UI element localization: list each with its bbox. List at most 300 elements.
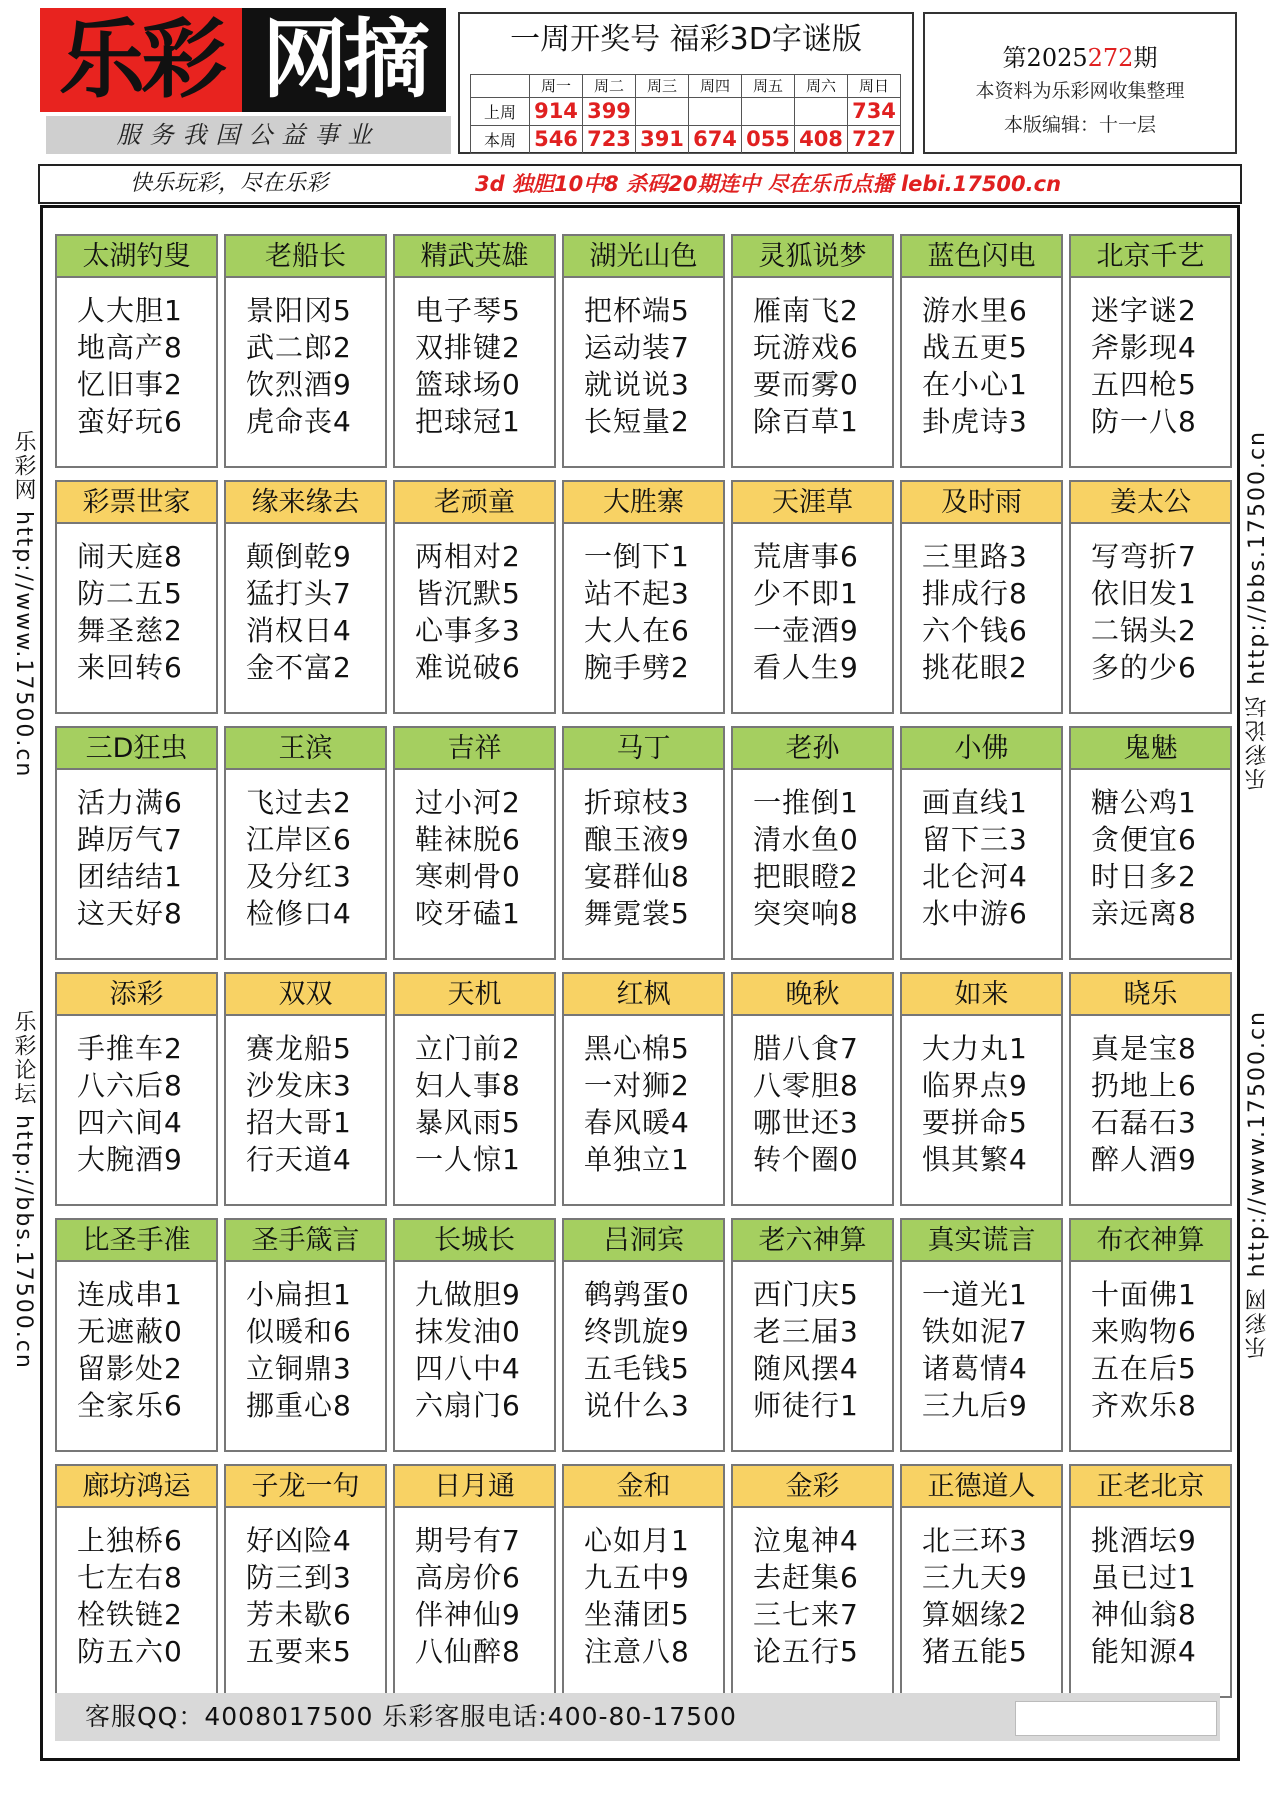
clue-line: 猪五能5	[922, 1635, 1028, 1668]
clue-line: 一道光1	[922, 1278, 1028, 1311]
weekday-header: 周六	[795, 75, 848, 98]
clue-list	[1071, 1508, 1230, 1670]
clue-list	[902, 1262, 1061, 1424]
this-week-number: 546	[530, 126, 583, 154]
weekday-header: 周四	[689, 75, 742, 98]
clue-line: 依旧发1	[1091, 577, 1197, 610]
clue-line: 防五六0	[77, 1635, 183, 1668]
clue-line: 猛打头7	[246, 577, 352, 610]
clue-list	[733, 524, 892, 686]
clue-line: 景阳冈5	[246, 294, 352, 327]
clue-list	[226, 1016, 385, 1178]
clue-line: 颠倒乾9	[246, 540, 352, 573]
clue-line: 挪重心8	[246, 1389, 352, 1422]
clue-card	[1069, 480, 1232, 714]
clue-line: 活力满6	[77, 786, 183, 819]
clue-line: 诸葛情4	[922, 1352, 1028, 1385]
clue-line: 连成串1	[77, 1278, 183, 1311]
source-note: 本资料为乐彩网收集整理	[975, 80, 1185, 102]
this-week-number: 391	[636, 126, 689, 154]
clue-line: 注意八8	[584, 1635, 690, 1668]
clue-line: 转个圈0	[753, 1143, 859, 1176]
issue-suffix: 期	[1133, 44, 1158, 72]
clue-card	[393, 480, 556, 714]
clue-line: 在小心1	[922, 368, 1028, 401]
card-title: 吉祥	[395, 728, 554, 770]
card-title: 老顽童	[395, 482, 554, 524]
clue-line: 四六间4	[77, 1106, 183, 1139]
clue-line: 沙发床3	[246, 1069, 352, 1102]
this-week-label: 本周	[471, 126, 530, 154]
clue-line: 人大胆1	[77, 294, 183, 327]
clue-line: 飞过去2	[246, 786, 352, 819]
clue-line: 运动装7	[584, 331, 690, 364]
banner	[38, 164, 1242, 204]
last-week-number: 399	[583, 98, 636, 126]
card-title: 红枫	[564, 974, 723, 1016]
clue-line: 电子琴5	[415, 294, 521, 327]
clue-line: 排成行8	[922, 577, 1028, 610]
clue-card	[900, 234, 1063, 468]
clue-line: 亲远离8	[1091, 897, 1197, 930]
clue-line: 老三届3	[753, 1315, 859, 1348]
clue-line: 八仙醉8	[415, 1635, 521, 1668]
this-week-number: 408	[795, 126, 848, 154]
clue-list	[733, 278, 892, 440]
clue-line: 寒刺骨0	[415, 860, 521, 893]
this-week-number: 723	[583, 126, 636, 154]
clue-line: 九五中9	[584, 1561, 690, 1594]
clue-line: 一推倒1	[753, 786, 859, 819]
clue-line: 皆沉默5	[415, 577, 521, 610]
clue-card	[224, 1464, 387, 1698]
clue-line: 这天好8	[77, 897, 183, 930]
draw-title: 一周开奖号 福彩3D字谜版	[510, 22, 862, 57]
weekday-header: 周三	[636, 75, 689, 98]
last-week-number: 914	[530, 98, 583, 126]
this-week-number: 727	[848, 126, 901, 154]
clue-card	[55, 972, 218, 1206]
clue-line: 大人在6	[584, 614, 690, 647]
clue-list	[902, 1016, 1061, 1178]
slogan: 服务我国公益事业	[46, 116, 451, 154]
card-title: 圣手箴言	[226, 1220, 385, 1262]
clue-list	[1071, 278, 1230, 440]
clue-line: 蛮好玩6	[77, 405, 183, 438]
clue-line: 要拼命5	[922, 1106, 1028, 1139]
card-title: 缘来缘去	[226, 482, 385, 524]
card-title: 添彩	[57, 974, 216, 1016]
clue-line: 游水里6	[922, 294, 1028, 327]
clue-card	[1069, 1464, 1232, 1698]
clue-line: 两相对2	[415, 540, 521, 573]
clue-line: 突突响8	[753, 897, 859, 930]
weekday-header: 周一	[530, 75, 583, 98]
issue-info-panel	[923, 12, 1237, 154]
clue-line: 消权日4	[246, 614, 352, 647]
card-title: 长城长	[395, 1220, 554, 1262]
clue-line: 五四枪5	[1091, 368, 1197, 401]
card-title: 老孙	[733, 728, 892, 770]
card-title: 彩票世家	[57, 482, 216, 524]
clue-line: 立铜鼎3	[246, 1352, 352, 1385]
card-title: 廊坊鸿运	[57, 1466, 216, 1508]
last-week-label: 上周	[471, 98, 530, 126]
footer-blank-box	[1015, 1701, 1217, 1736]
card-title: 小佛	[902, 728, 1061, 770]
side-text-right-top: 乐彩论坛 http://bbs.17500.cn	[1245, 430, 1270, 790]
clue-line: 金不富2	[246, 651, 352, 684]
weekday-header: 周日	[848, 75, 901, 98]
clue-line: 雁南飞2	[753, 294, 859, 327]
clue-line: 踔厉气7	[77, 823, 183, 856]
clue-line: 一壶酒9	[753, 614, 859, 647]
clue-list	[1071, 770, 1230, 932]
clue-line: 招大哥1	[246, 1106, 352, 1139]
clue-line: 无遮蔽0	[77, 1315, 183, 1348]
clue-line: 迷字谜2	[1091, 294, 1197, 327]
clue-list	[1071, 1016, 1230, 1178]
clue-line: 地高产8	[77, 331, 183, 364]
clue-line: 抹发油0	[415, 1315, 521, 1348]
clue-line: 小扁担1	[246, 1278, 352, 1311]
clue-line: 说什么3	[584, 1389, 690, 1422]
clue-line: 心如月1	[584, 1524, 690, 1557]
card-title: 及时雨	[902, 482, 1061, 524]
card-title: 精武英雄	[395, 236, 554, 278]
side-text-left-top: 乐彩网 http://www.17500.cn	[11, 430, 36, 779]
clue-line: 舞霓裳5	[584, 897, 690, 930]
clue-list	[226, 278, 385, 440]
clue-line: 四八中4	[415, 1352, 521, 1385]
clue-line: 鞋袜脱6	[415, 823, 521, 856]
clue-line: 论五行5	[753, 1635, 859, 1668]
clue-card	[55, 480, 218, 714]
clue-line: 把球冠1	[415, 405, 521, 438]
last-week-number: 734	[848, 98, 901, 126]
card-title: 灵狐说梦	[733, 236, 892, 278]
clue-line: 五毛钱5	[584, 1352, 690, 1385]
clue-line: 去赶集6	[753, 1561, 859, 1594]
editor: 本版编辑：十一层	[1003, 114, 1156, 136]
clue-card	[224, 972, 387, 1206]
clue-line: 清水鱼0	[753, 823, 859, 856]
clue-line: 除百草1	[753, 405, 859, 438]
clue-line: 十面佛1	[1091, 1278, 1197, 1311]
last-week-number	[742, 98, 795, 126]
side-text-left-bottom: 乐彩论坛 http://bbs.17500.cn	[11, 1010, 36, 1370]
clue-line: 八六后8	[77, 1069, 183, 1102]
clue-line: 检修口4	[246, 897, 352, 930]
clue-line: 过小河2	[415, 786, 521, 819]
clue-line: 随风摆4	[753, 1352, 859, 1385]
clue-line: 难说破6	[415, 651, 521, 684]
last-week-number	[636, 98, 689, 126]
clue-line: 把杯端5	[584, 294, 690, 327]
card-title: 双双	[226, 974, 385, 1016]
clue-line: 留影处2	[77, 1352, 183, 1385]
footer	[55, 1693, 1220, 1741]
clue-line: 行天道4	[246, 1143, 352, 1176]
clue-list	[57, 770, 216, 932]
card-title: 湖光山色	[564, 236, 723, 278]
card-title: 北京千艺	[1071, 236, 1230, 278]
issue-number: 272	[1087, 44, 1134, 72]
clue-line: 惧其繁4	[922, 1143, 1028, 1176]
clue-line: 三里路3	[922, 540, 1028, 573]
clue-line: 一对狮2	[584, 1069, 690, 1102]
clue-list	[902, 278, 1061, 440]
main-frame	[40, 205, 1240, 1761]
clue-line: 一人惊1	[415, 1143, 521, 1176]
clue-list	[733, 1262, 892, 1424]
clue-card	[900, 726, 1063, 960]
clue-line: 铁如泥7	[922, 1315, 1028, 1348]
clue-line: 时日多2	[1091, 860, 1197, 893]
clue-line: 站不起3	[584, 577, 690, 610]
clue-line: 黑心棉5	[584, 1032, 690, 1065]
clue-line: 北三环3	[922, 1524, 1028, 1557]
clue-list	[395, 770, 554, 932]
card-title: 日月通	[395, 1466, 554, 1508]
clue-line: 虽已过1	[1091, 1561, 1197, 1594]
clue-line: 二锅头2	[1091, 614, 1197, 647]
clue-grid	[55, 234, 1232, 1698]
clue-list	[564, 1016, 723, 1178]
card-title: 鬼魅	[1071, 728, 1230, 770]
clue-line: 暴风雨5	[415, 1106, 521, 1139]
clue-line: 大腕酒9	[77, 1143, 183, 1176]
clue-line: 立门前2	[415, 1032, 521, 1065]
clue-line: 来购物6	[1091, 1315, 1197, 1348]
clue-line: 挑花眼2	[922, 651, 1028, 684]
clue-line: 水中游6	[922, 897, 1028, 930]
clue-line: 终凯旋9	[584, 1315, 690, 1348]
card-title: 三D狂虫	[57, 728, 216, 770]
card-title: 老船长	[226, 236, 385, 278]
clue-line: 战五更5	[922, 331, 1028, 364]
clue-card	[731, 726, 894, 960]
clue-list	[57, 278, 216, 440]
clue-line: 武二郎2	[246, 331, 352, 364]
clue-line: 扔地上6	[1091, 1069, 1197, 1102]
clue-card	[900, 480, 1063, 714]
last-week-number	[689, 98, 742, 126]
clue-line: 八零胆8	[753, 1069, 859, 1102]
clue-line: 春风暖4	[584, 1106, 690, 1139]
clue-line: 双排键2	[415, 331, 521, 364]
banner-promo-link[interactable]: 3d 独胆10中8 杀码20期连中 尽在乐币点播 lebi.17500.cn	[475, 172, 1062, 196]
clue-line: 能知源4	[1091, 1635, 1197, 1668]
clue-list	[902, 524, 1061, 686]
clue-line: 鹌鹑蛋0	[584, 1278, 690, 1311]
this-week-number: 674	[689, 126, 742, 154]
card-title: 真实谎言	[902, 1220, 1061, 1262]
clue-line: 写弯折7	[1091, 540, 1197, 573]
clue-line: 五在后5	[1091, 1352, 1197, 1385]
clue-line: 腊八食7	[753, 1032, 859, 1065]
clue-line: 手推车2	[77, 1032, 183, 1065]
clue-card	[731, 234, 894, 468]
clue-card	[731, 972, 894, 1206]
clue-card	[1069, 234, 1232, 468]
clue-list	[564, 770, 723, 932]
clue-line: 挑酒坛9	[1091, 1524, 1197, 1557]
clue-line: 把眼瞪2	[753, 860, 859, 893]
clue-line: 妇人事8	[415, 1069, 521, 1102]
clue-line: 大力丸1	[922, 1032, 1028, 1065]
clue-line: 咬牙磕1	[415, 897, 521, 930]
clue-line: 伴神仙9	[415, 1598, 521, 1631]
clue-list	[564, 524, 723, 686]
logo-part-2: 网摘	[242, 8, 446, 112]
clue-line: 六扇门6	[415, 1389, 521, 1422]
clue-card	[731, 1218, 894, 1452]
clue-line: 江岸区6	[246, 823, 352, 856]
clue-list	[395, 524, 554, 686]
card-title: 老六神算	[733, 1220, 892, 1262]
clue-card	[224, 726, 387, 960]
clue-card	[900, 1218, 1063, 1452]
clue-list	[733, 770, 892, 932]
clue-card	[1069, 972, 1232, 1206]
clue-line: 三七来7	[753, 1598, 859, 1631]
card-title: 正德道人	[902, 1466, 1061, 1508]
clue-list	[902, 770, 1061, 932]
clue-line: 芳未歇6	[246, 1598, 352, 1631]
clue-line: 糖公鸡1	[1091, 786, 1197, 819]
clue-list	[564, 278, 723, 440]
clue-list	[226, 770, 385, 932]
clue-card	[562, 234, 725, 468]
clue-line: 泣鬼神4	[753, 1524, 859, 1557]
card-title: 晚秋	[733, 974, 892, 1016]
clue-card	[562, 1218, 725, 1452]
clue-line: 团结结1	[77, 860, 183, 893]
clue-line: 荒唐事6	[753, 540, 859, 573]
clue-line: 齐欢乐8	[1091, 1389, 1197, 1422]
clue-line: 折琼枝3	[584, 786, 690, 819]
clue-line: 算姻缘2	[922, 1598, 1028, 1631]
clue-card	[224, 480, 387, 714]
clue-card	[224, 234, 387, 468]
clue-line: 腕手劈2	[584, 651, 690, 684]
weekday-header: 周五	[742, 75, 795, 98]
clue-line: 长短量2	[584, 405, 690, 438]
clue-line: 就说说3	[584, 368, 690, 401]
card-title: 比圣手准	[57, 1220, 216, 1262]
issue-line	[925, 38, 1235, 73]
clue-line: 防二五5	[77, 577, 183, 610]
this-week-number: 055	[742, 126, 795, 154]
clue-line: 画直线1	[922, 786, 1028, 819]
clue-card	[393, 1218, 556, 1452]
clue-line: 要而雾0	[753, 368, 859, 401]
card-title: 姜太公	[1071, 482, 1230, 524]
clue-line: 宴群仙8	[584, 860, 690, 893]
clue-card	[900, 1464, 1063, 1698]
draw-table	[470, 74, 901, 154]
clue-card	[562, 972, 725, 1206]
clue-line: 期号有7	[415, 1524, 521, 1557]
clue-list	[733, 1016, 892, 1178]
clue-list	[564, 1508, 723, 1670]
clue-line: 醉人酒9	[1091, 1143, 1197, 1176]
clue-card	[562, 480, 725, 714]
banner-slogan: 快乐玩彩，尽在乐彩	[130, 171, 329, 196]
clue-line: 心事多3	[415, 614, 521, 647]
card-title: 布衣神算	[1071, 1220, 1230, 1262]
card-title: 金和	[564, 1466, 723, 1508]
clue-line: 单独立1	[584, 1143, 690, 1176]
footer-contact: 客服QQ：4008017500 乐彩客服电话:400-80-17500	[85, 1702, 737, 1731]
clue-line: 饮烈酒9	[246, 368, 352, 401]
clue-line: 真是宝8	[1091, 1032, 1197, 1065]
clue-list	[564, 1262, 723, 1424]
card-title: 蓝色闪电	[902, 236, 1061, 278]
card-title: 太湖钓叟	[57, 236, 216, 278]
clue-line: 篮球场0	[415, 368, 521, 401]
clue-line: 多的少6	[1091, 651, 1197, 684]
clue-line: 玩游戏6	[753, 331, 859, 364]
clue-line: 闹天庭8	[77, 540, 183, 573]
clue-list	[733, 1508, 892, 1670]
clue-list	[1071, 1262, 1230, 1424]
clue-line: 防三到3	[246, 1561, 352, 1594]
side-text-right-bottom: 乐彩网 http://www.17500.cn	[1245, 1010, 1270, 1359]
logo	[40, 8, 450, 116]
clue-line: 少不即1	[753, 577, 859, 610]
clue-line: 上独桥6	[77, 1524, 183, 1557]
clue-card	[1069, 1218, 1232, 1452]
clue-line: 看人生9	[753, 651, 859, 684]
clue-list	[902, 1508, 1061, 1670]
clue-line: 虎命丧4	[246, 405, 352, 438]
clue-card	[55, 1464, 218, 1698]
clue-line: 及分红3	[246, 860, 352, 893]
clue-line: 临界点9	[922, 1069, 1028, 1102]
card-title: 子龙一句	[226, 1466, 385, 1508]
clue-line: 六个钱6	[922, 614, 1028, 647]
clue-list	[395, 278, 554, 440]
clue-line: 神仙翁8	[1091, 1598, 1197, 1631]
clue-card	[900, 972, 1063, 1206]
clue-line: 哪世还3	[753, 1106, 859, 1139]
clue-line: 防一八8	[1091, 405, 1197, 438]
clue-line: 七左右8	[77, 1561, 183, 1594]
clue-list	[57, 1262, 216, 1424]
clue-line: 全家乐6	[77, 1389, 183, 1422]
clue-card	[562, 726, 725, 960]
card-title: 正老北京	[1071, 1466, 1230, 1508]
clue-line: 赛龙船5	[246, 1032, 352, 1065]
card-title: 马丁	[564, 728, 723, 770]
weekday-header: 周二	[583, 75, 636, 98]
clue-line: 坐蒲团5	[584, 1598, 690, 1631]
clue-line: 西门庆5	[753, 1278, 859, 1311]
card-title: 吕洞宾	[564, 1220, 723, 1262]
clue-list	[57, 1016, 216, 1178]
clue-line: 北仑河4	[922, 860, 1028, 893]
card-title: 王滨	[226, 728, 385, 770]
last-week-number	[795, 98, 848, 126]
clue-line: 九做胆9	[415, 1278, 521, 1311]
clue-list	[1071, 524, 1230, 686]
clue-card	[393, 972, 556, 1206]
clue-card	[55, 726, 218, 960]
clue-line: 留下三3	[922, 823, 1028, 856]
clue-list	[395, 1262, 554, 1424]
